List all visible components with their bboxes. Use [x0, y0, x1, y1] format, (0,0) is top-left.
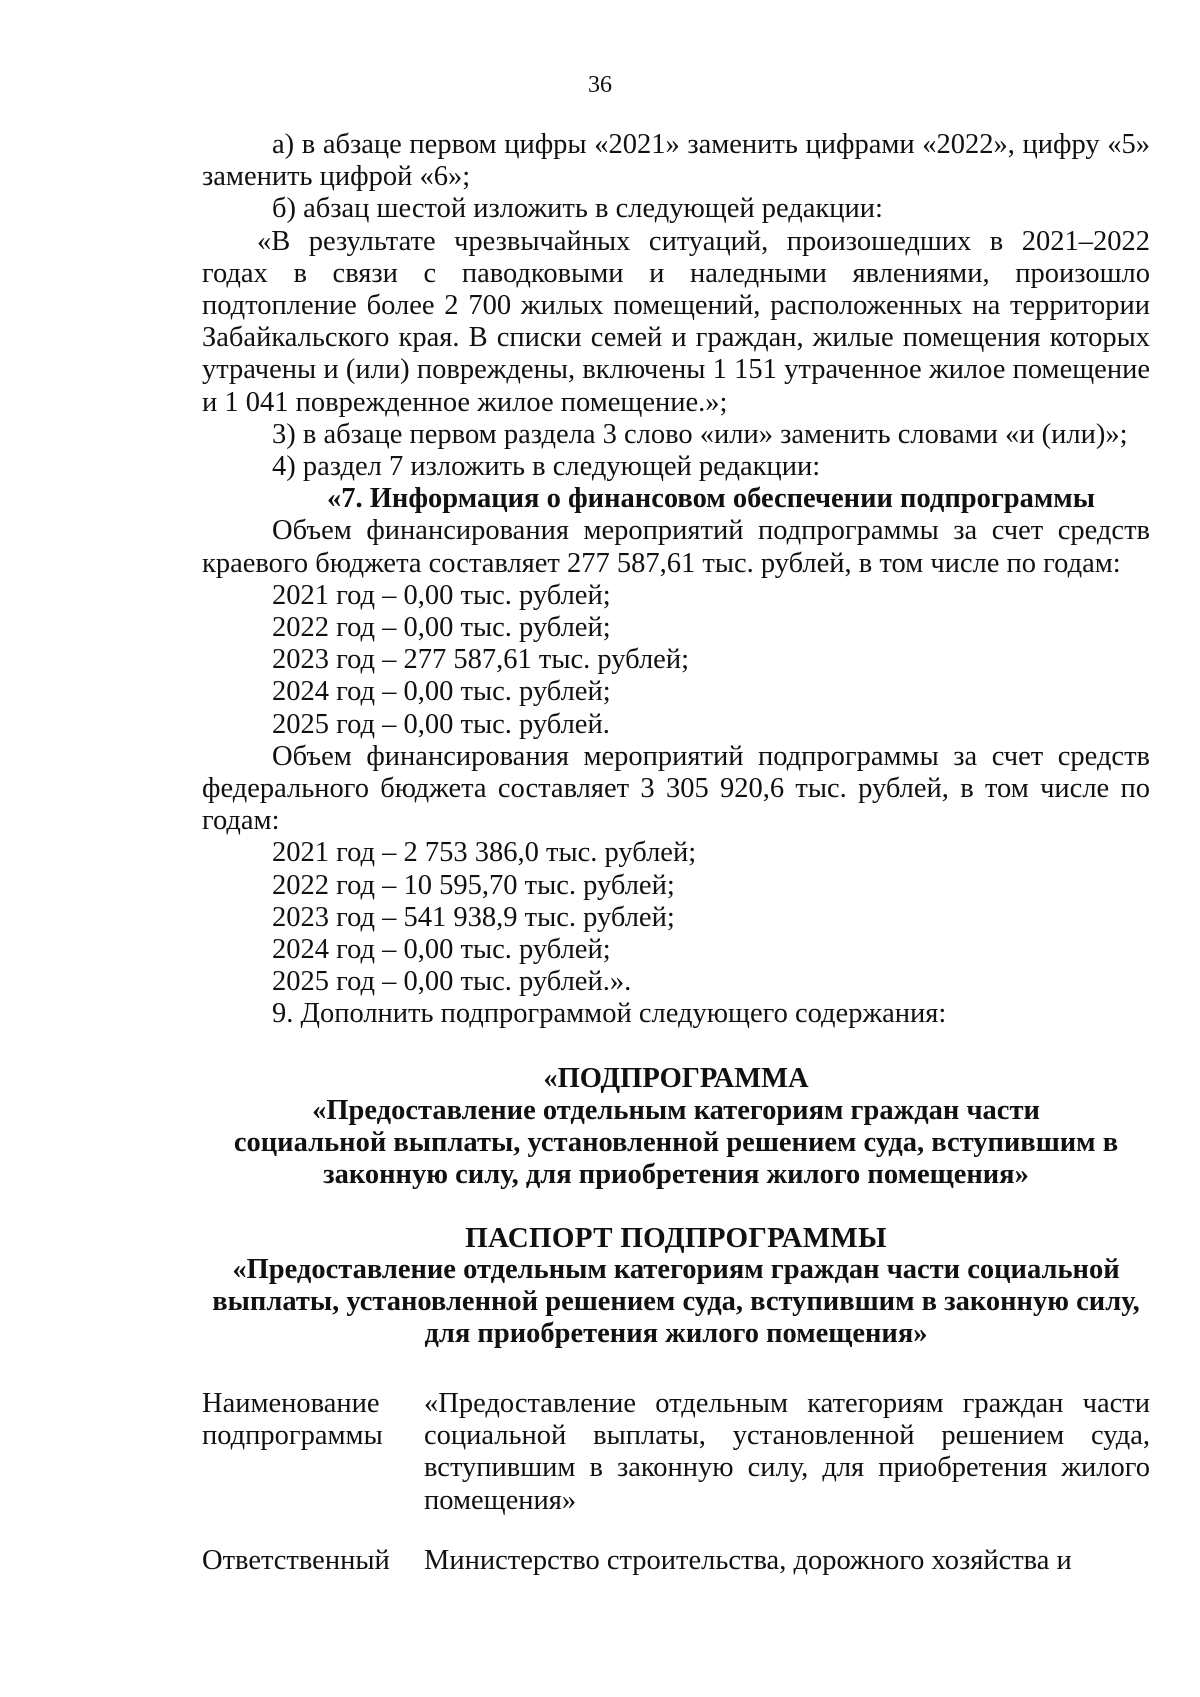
subprogram-name-line-3: законную силу, для приобретения жилого помещения» — [323, 1159, 1029, 1191]
federal-year-2022: 2022 год – 10 595,70 тыс. рублей; — [272, 869, 675, 901]
paragraph-b: б) абзац шестой изложить в следующей редакции: — [272, 193, 883, 225]
quote-paragraph: «В результате чрезвычайных ситуаций, произошедших в 2021–2022 годах в связи с паводковыми и наледными явлениями, произошло подтопление более 2 700 жилых помещений, расположенных на территории Забайкальского края. В списки семей и граждан, жилые помещения которых утрачены и (или) повреждены, включены 1 151 утраченное жилое помещение и 1 041 поврежденное жилое помещение.»; — [202, 225, 1150, 418]
federal-budget-intro: Объем финансирования мероприятий подпрограммы за счет средств федерального бюджета составляет 3 305 920,6 тыс. рублей, в том числе по годам: — [202, 740, 1150, 837]
label-line: подпрограммы — [202, 1420, 383, 1452]
passport-name-line-1: «Предоставление отдельным категориям граждан части социальной — [232, 1253, 1120, 1285]
paragraph-4: 4) раздел 7 изложить в следующей редакции: — [272, 451, 821, 483]
paragraph-a: а) в абзаце первом цифры «2021» заменить цифрами «2022», цифру «5» заменить цифрой «6»; — [202, 129, 1150, 193]
regional-year-2021: 2021 год – 0,00 тыс. рублей; — [272, 579, 611, 611]
regional-year-2022: 2022 год – 0,00 тыс. рублей; — [272, 612, 611, 644]
subprogram-title: «ПОДПРОГРАММА — [543, 1062, 809, 1094]
label-line: Ответственный — [202, 1544, 390, 1576]
regional-year-2025: 2025 год – 0,00 тыс. рублей. — [272, 708, 610, 740]
subprogram-name-line-2: социальной выплаты, установленной решением суда, вступившим в — [233, 1127, 1119, 1159]
passport-name-line-2: выплаты, установленной решением суда, вступившим в законную силу, — [212, 1285, 1140, 1317]
regional-year-2024: 2024 год – 0,00 тыс. рублей; — [272, 676, 611, 708]
passport-row-value: Министерство строительства, дорожного хозяйства и — [424, 1544, 1072, 1576]
passport-title: ПАСПОРТ ПОДПРОГРАММЫ — [465, 1221, 887, 1254]
regional-budget-intro: Объем финансирования мероприятий подпрограммы за счет средств краевого бюджета составляет 277 587,61 тыс. рублей, в том числе по годам: — [202, 515, 1150, 579]
federal-year-2025: 2025 год – 0,00 тыс. рублей.». — [272, 966, 632, 998]
document-body — [202, 129, 1150, 1350]
label-line: Наименование — [202, 1388, 380, 1419]
federal-year-2024: 2024 год – 0,00 тыс. рублей; — [272, 934, 611, 966]
item-9: 9. Дополнить подпрограммой следующего содержания: — [272, 998, 947, 1030]
page-number: 36 — [588, 72, 612, 98]
paragraph-3: 3) в абзаце первом раздела 3 слово «или» заменить словами «и (или)»; — [272, 418, 1128, 450]
passport-row-label — [202, 1545, 424, 1577]
passport-row-value: «Предоставление отдельным категориям граждан части социальной выплаты, установленной решением суда, вступившим в законную силу, для приобретения жилого помещения» — [424, 1388, 1150, 1516]
regional-year-2023: 2023 год – 277 587,61 тыс. рублей; — [272, 644, 689, 676]
federal-year-2023: 2023 год – 541 938,9 тыс. рублей; — [272, 901, 675, 933]
passport-name-line-3: для приобретения жилого помещения» — [424, 1318, 928, 1350]
passport-row — [202, 1545, 1150, 1577]
section-7-heading: «7. Информация о финансовом обеспечении подпрограммы — [327, 483, 1095, 515]
spacer — [202, 1192, 1150, 1222]
passport-row-label — [202, 1388, 424, 1517]
passport-row — [202, 1388, 1150, 1517]
federal-year-2021: 2021 год – 2 753 386,0 тыс. рублей; — [272, 837, 697, 869]
spacer — [202, 1031, 1150, 1063]
subprogram-name-line-1: «Предоставление отдельным категориям граждан части — [312, 1094, 1040, 1126]
passport-table — [202, 1388, 1150, 1605]
